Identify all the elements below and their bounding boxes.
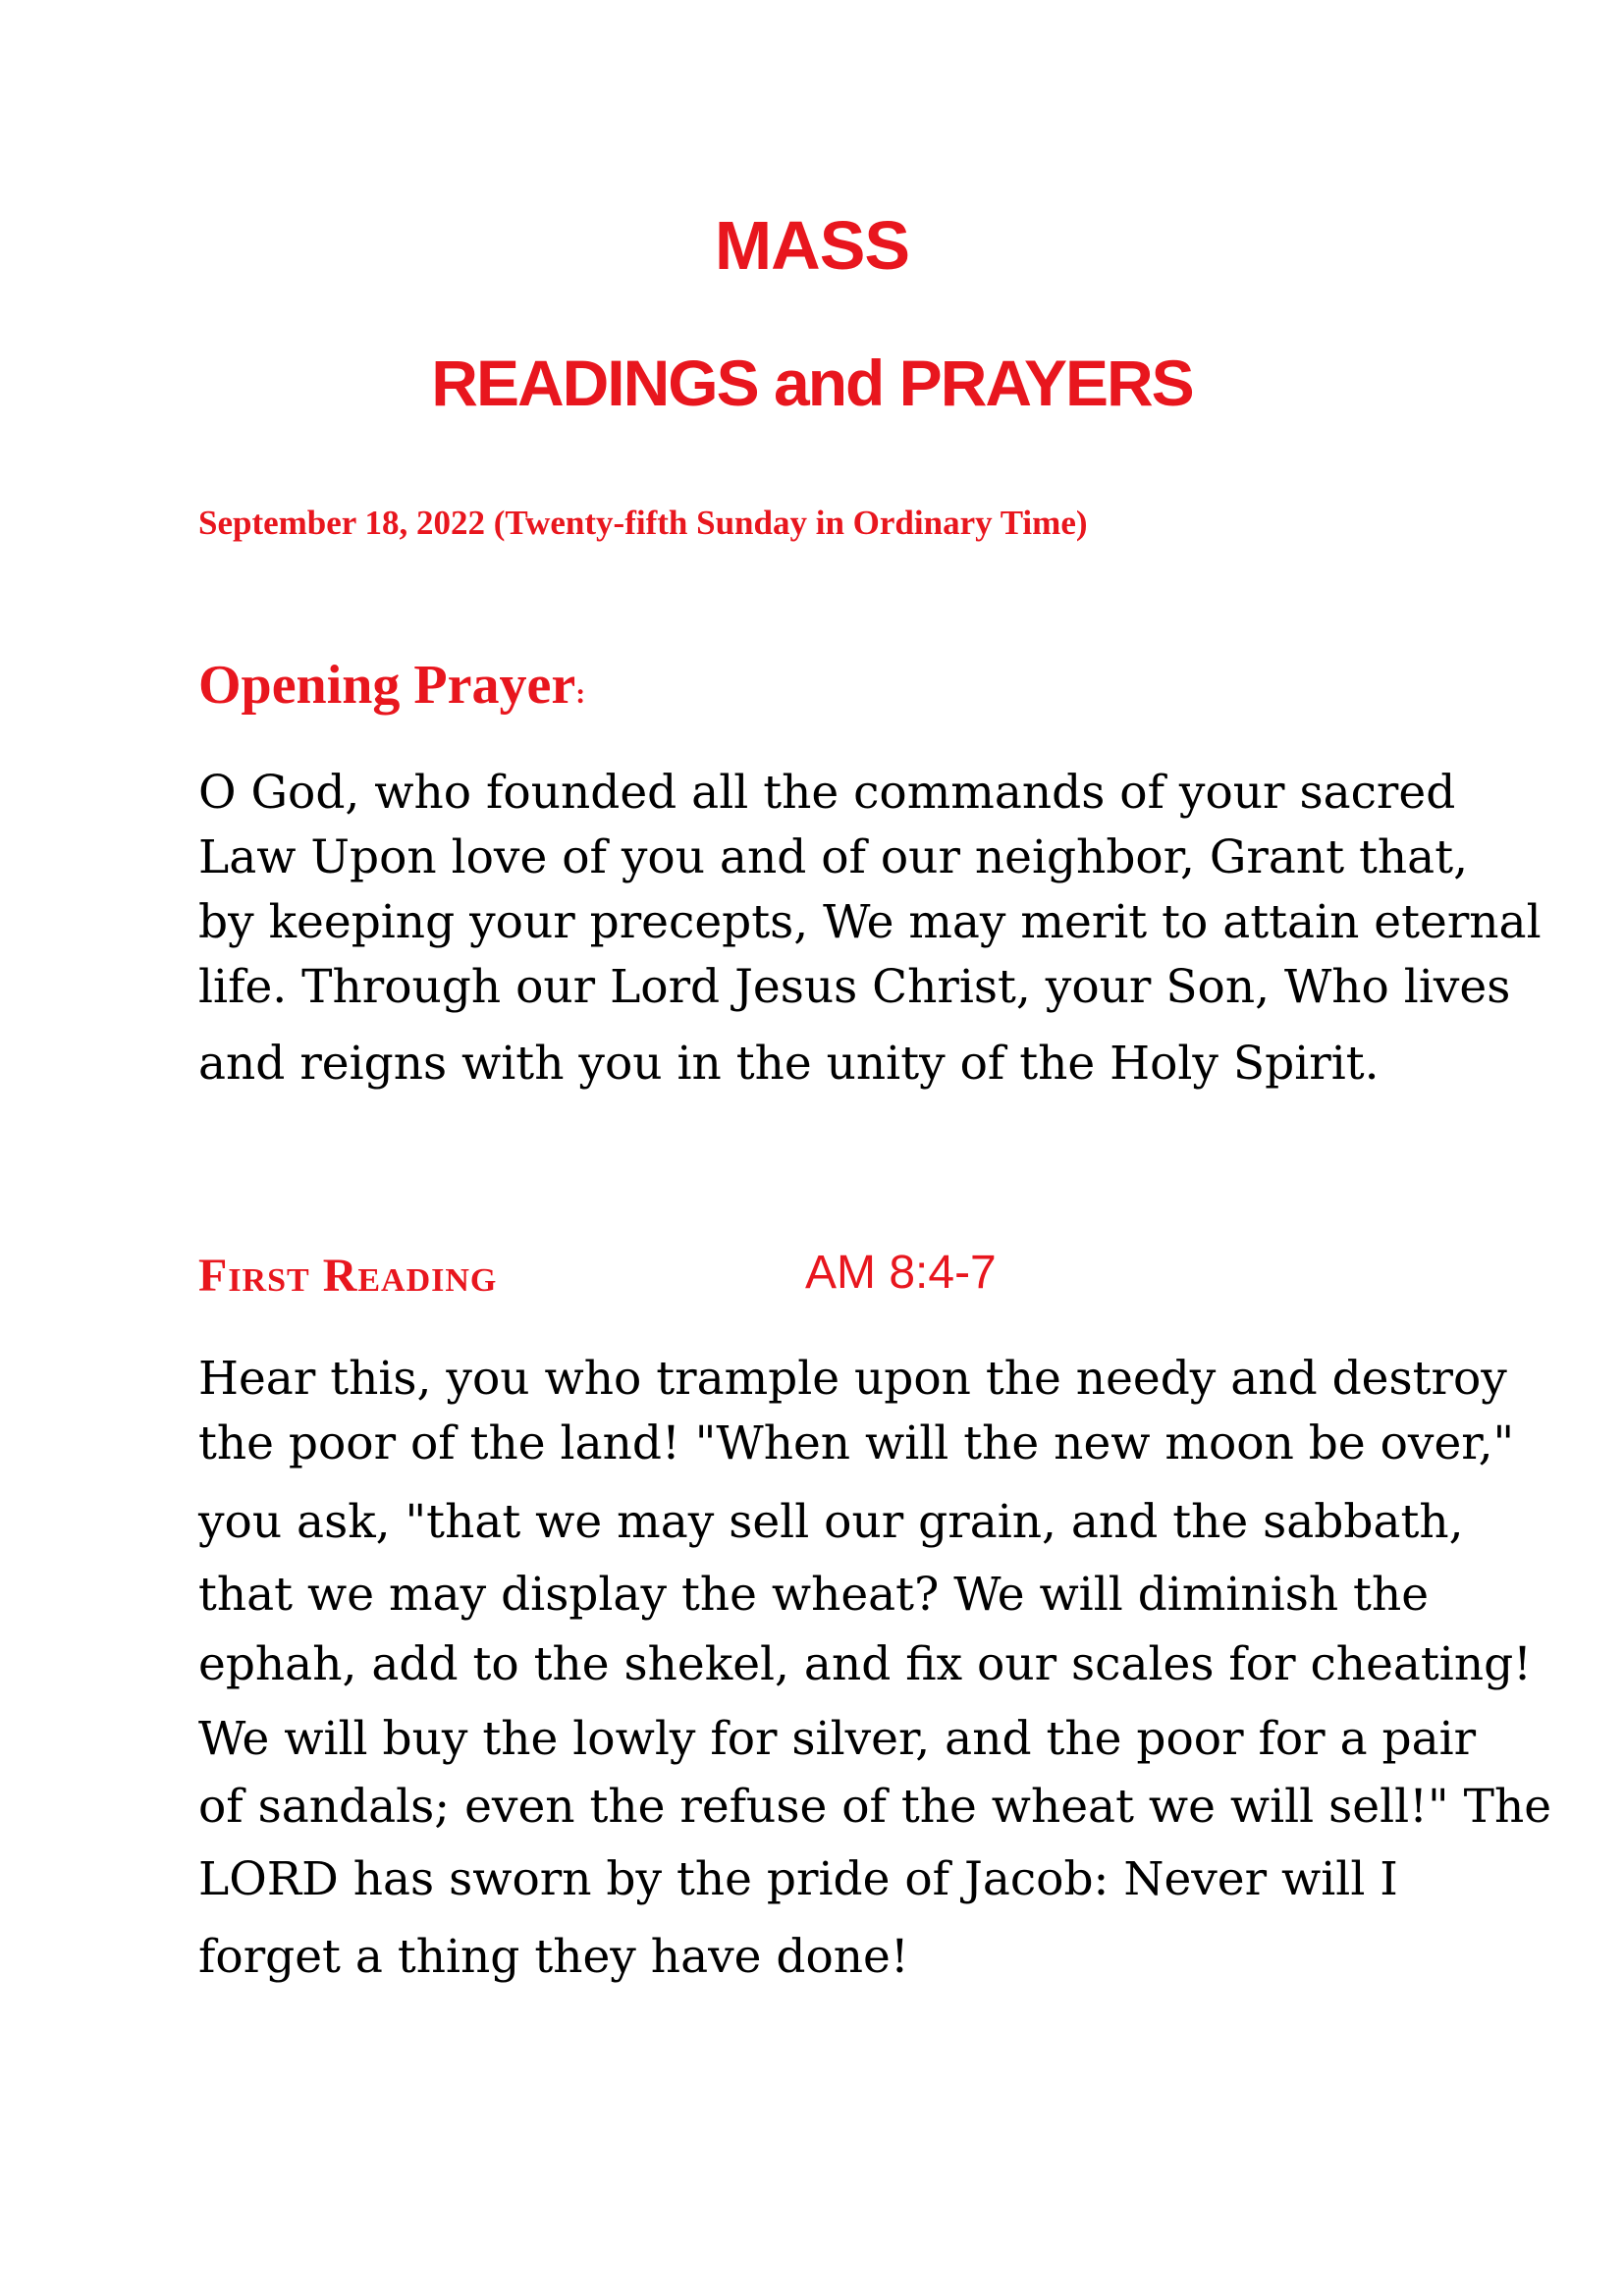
opening-prayer-heading bbox=[198, 648, 585, 731]
first-reading-line: Hear this, you who trample upon the needy and destroy bbox=[198, 1352, 1507, 1406]
opening-prayer-line: O God, who founded all the commands of your sacred bbox=[198, 766, 1456, 820]
opening-prayer-line: and reigns with you in the unity of the Holy Spirit. bbox=[198, 1037, 1380, 1091]
first-reading-line: the poor of the land! "When will the new moon be over," bbox=[198, 1416, 1515, 1470]
document-title: MASS bbox=[714, 207, 910, 284]
document-subtitle: READINGS and PRAYERS bbox=[431, 347, 1193, 419]
opening-prayer-line: Law Upon love of you and of our neighbor, Grant that, bbox=[198, 830, 1469, 884]
opening-prayer-line: by keeping your precepts, We may merit to attain eternal bbox=[198, 895, 1542, 949]
first-reading-reference: AM 8:4-7 bbox=[805, 1247, 997, 1299]
opening-prayer-text bbox=[198, 761, 1542, 1096]
opening-prayer-heading-text: Opening Prayer bbox=[198, 655, 576, 716]
liturgical-date: September 18, 2022 (Twenty-fifth Sunday in Ordinary Time) bbox=[198, 504, 1088, 542]
first-reading-heading: First Reading bbox=[198, 1250, 498, 1302]
first-reading-text bbox=[198, 1347, 1552, 1993]
opening-prayer-heading-colon: : bbox=[575, 677, 586, 710]
first-reading-line: of sandals; even the refuse of the wheat we will sell!" The bbox=[198, 1780, 1552, 1834]
first-reading-line: LORD has sworn by the pride of Jacob: Never will I bbox=[198, 1852, 1398, 1906]
opening-prayer-line: life. Through our Lord Jesus Christ, your Son, Who lives bbox=[198, 960, 1511, 1014]
first-reading-line: you ask, "that we may sell our grain, and the sabbath, bbox=[198, 1495, 1464, 1549]
first-reading-line: We will buy the lowly for silver, and the poor for a pair bbox=[198, 1712, 1477, 1766]
first-reading-line: forget a thing they have done! bbox=[198, 1930, 909, 1984]
first-reading-line: that we may display the wheat? We will diminish the bbox=[198, 1568, 1430, 1622]
first-reading-line: ephah, add to the shekel, and fix our scales for cheating! bbox=[198, 1637, 1533, 1691]
